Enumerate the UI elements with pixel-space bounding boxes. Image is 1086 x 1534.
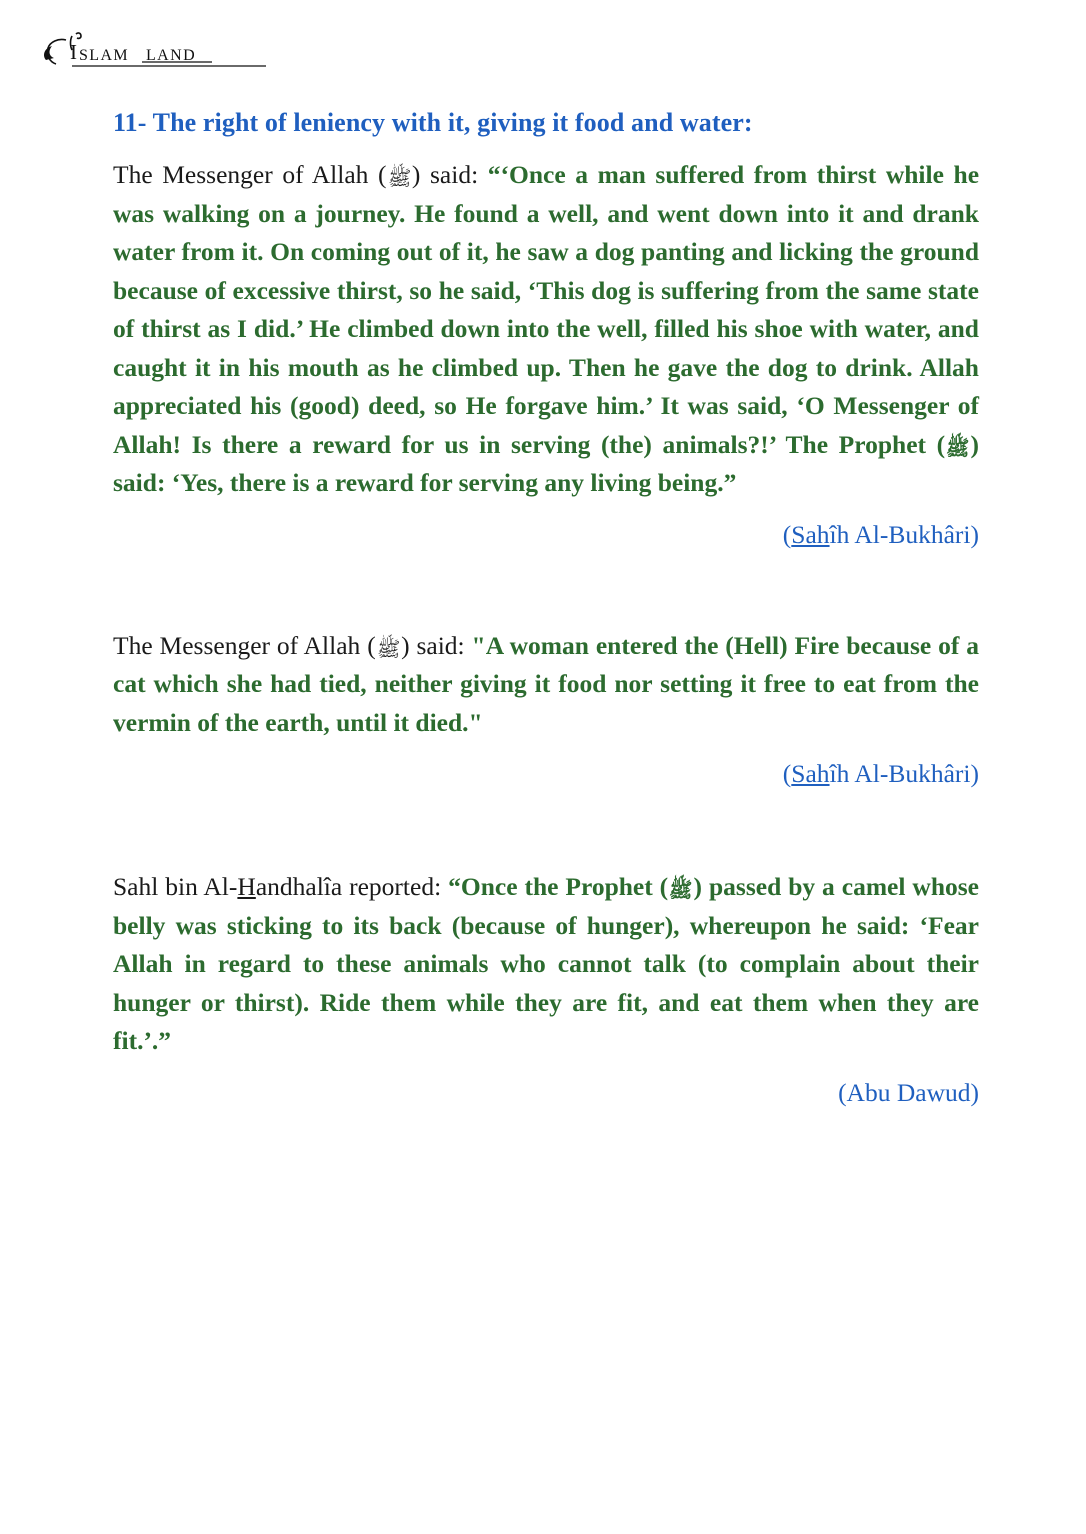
hadith-3-quote-after: ) passed by a camel whose belly was sticking to its back (because of hunger), whereupon he said: ‘Fear Allah in regard to these animals who cannot talk (to complain about their hunger or thirst). Ride them while they are fit, and eat them when they are fit.’.” xyxy=(113,872,979,1055)
hadith-2-intro: The Messenger of Allah ( xyxy=(113,630,376,660)
source-open-paren: ( xyxy=(782,759,792,788)
source-underlined-part: Sah xyxy=(791,759,830,788)
hadith-1-quote: “‘Once a man suffered from thirst while he was walking on a journey. He found a well, and went down into it and drank water from it. On coming out of it, he saw a dog panting and licking the ground because of excessive thirst, so he said, ‘This dog is suffering from the same state of thirst as I did.’ He climbed down into the well, filled his shoe with water, and caught it in his mouth as he climbed up. Then he gave the dog to drink. Allah appreciated his (good) deed, so He forgave him.’ It was said, ‘O Messenger of Allah! Is there a reward for us in serving (the) animals?!’ The Prophet ( xyxy=(113,160,980,459)
hadith-paragraph-3 xyxy=(113,868,979,1061)
hadith-3-source: (Abu Dawud) xyxy=(838,1077,979,1107)
page-title: 11- The right of leniency with it, giving it food and water: xyxy=(113,108,753,137)
hadith-3-narrator-part1: Sahl bin Al- xyxy=(113,872,238,901)
hadith-3-quote: “Once the Prophet ( xyxy=(448,872,669,901)
source-rest: îh Al-Bukhâri) xyxy=(829,759,979,788)
hadith-2-source xyxy=(113,756,979,792)
pbuh-symbol-icon: ﷺ xyxy=(669,878,693,902)
hadith-3-narrator-part2: andhalîa reported: xyxy=(255,872,442,901)
hadith-paragraph-2 xyxy=(113,627,979,743)
document-content xyxy=(113,108,979,1111)
source-rest: îh Al-Bukhâri) xyxy=(829,519,979,549)
svg-text:I: I xyxy=(70,40,78,64)
hadith-1-intro: The Messenger of Allah ( xyxy=(113,160,387,189)
source-open-paren: ( xyxy=(782,519,792,549)
spacer xyxy=(113,792,979,868)
hadith-1-source xyxy=(113,517,979,553)
islamland-logo xyxy=(36,26,266,78)
source-underlined-part: Sah xyxy=(791,519,830,549)
hadith-1-quote-after: ) said: ‘Yes, there is a reward for serving any living being.” xyxy=(113,429,979,497)
hadith-2-intro-after: ) said: xyxy=(401,630,465,660)
hadith-2-quote: "A woman entered the (Hell) Fire because of a cat which she had tied, neither giving it food nor setting it free to eat from the vermin of the earth, until it died." xyxy=(113,630,980,737)
hadith-1-intro-after: ) said: xyxy=(411,160,479,189)
pbuh-symbol-icon: ﷺ xyxy=(376,636,401,661)
hadith-3-narrator-underlined: H xyxy=(237,872,256,901)
pbuh-symbol-icon: ﷺ xyxy=(946,435,970,460)
pbuh-symbol-icon: ﷺ xyxy=(387,166,411,190)
svg-text:LAND: LAND xyxy=(146,47,197,64)
svg-text:SLAM: SLAM xyxy=(79,47,130,64)
spacer xyxy=(113,553,979,627)
hadith-paragraph-1 xyxy=(113,156,979,503)
